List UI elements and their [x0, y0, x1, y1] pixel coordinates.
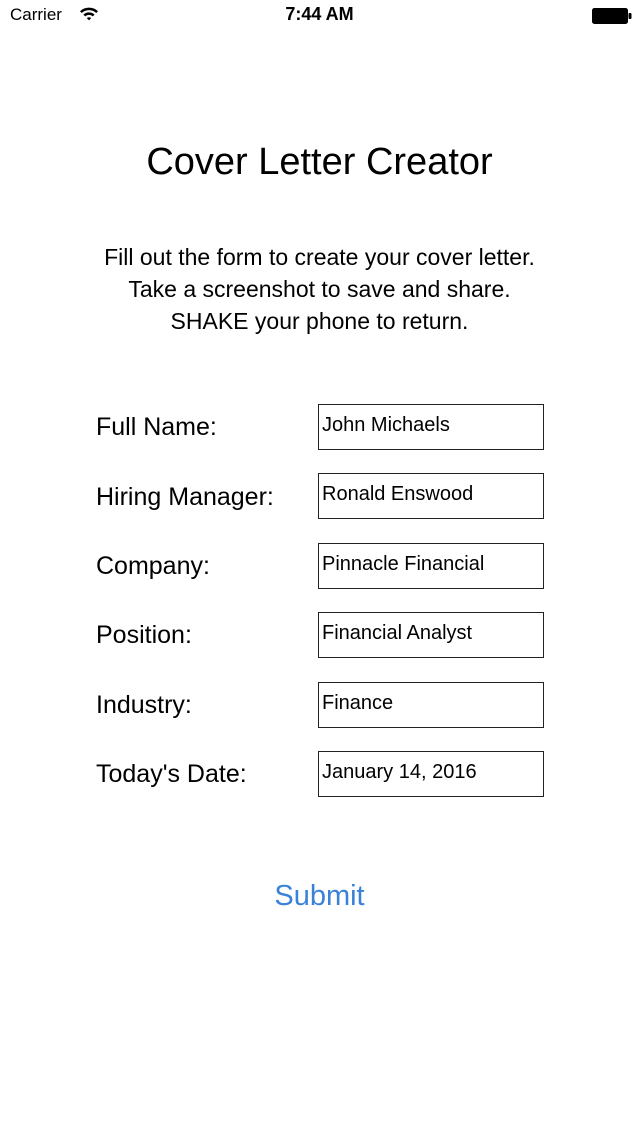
todays-date-input[interactable]: [318, 751, 544, 797]
instruction-line: Fill out the form to create your cover letter.: [104, 244, 535, 270]
instructions: [0, 242, 639, 338]
instruction-line: SHAKE your phone to return.: [170, 308, 469, 334]
instruction-line: Take a screenshot to save and share.: [128, 276, 511, 302]
company-label: Company:: [96, 552, 210, 580]
hiring-manager-input[interactable]: [318, 473, 544, 519]
position-label: Position:: [96, 621, 192, 649]
carrier-label: Carrier: [10, 5, 62, 24]
full-name-input[interactable]: [318, 404, 544, 450]
status-bar: [0, 0, 639, 32]
company-input[interactable]: [318, 543, 544, 589]
battery-icon: [592, 8, 632, 24]
position-input[interactable]: [318, 612, 544, 658]
submit-button[interactable]: Submit: [0, 876, 639, 916]
industry-label: Industry:: [96, 691, 192, 719]
page-title: Cover Letter Creator: [146, 141, 493, 183]
status-time: 7:44 AM: [285, 4, 354, 24]
todays-date-label: Today's Date:: [96, 760, 247, 788]
hiring-manager-label: Hiring Manager:: [96, 483, 274, 511]
full-name-label: Full Name:: [96, 413, 217, 441]
industry-input[interactable]: [318, 682, 544, 728]
